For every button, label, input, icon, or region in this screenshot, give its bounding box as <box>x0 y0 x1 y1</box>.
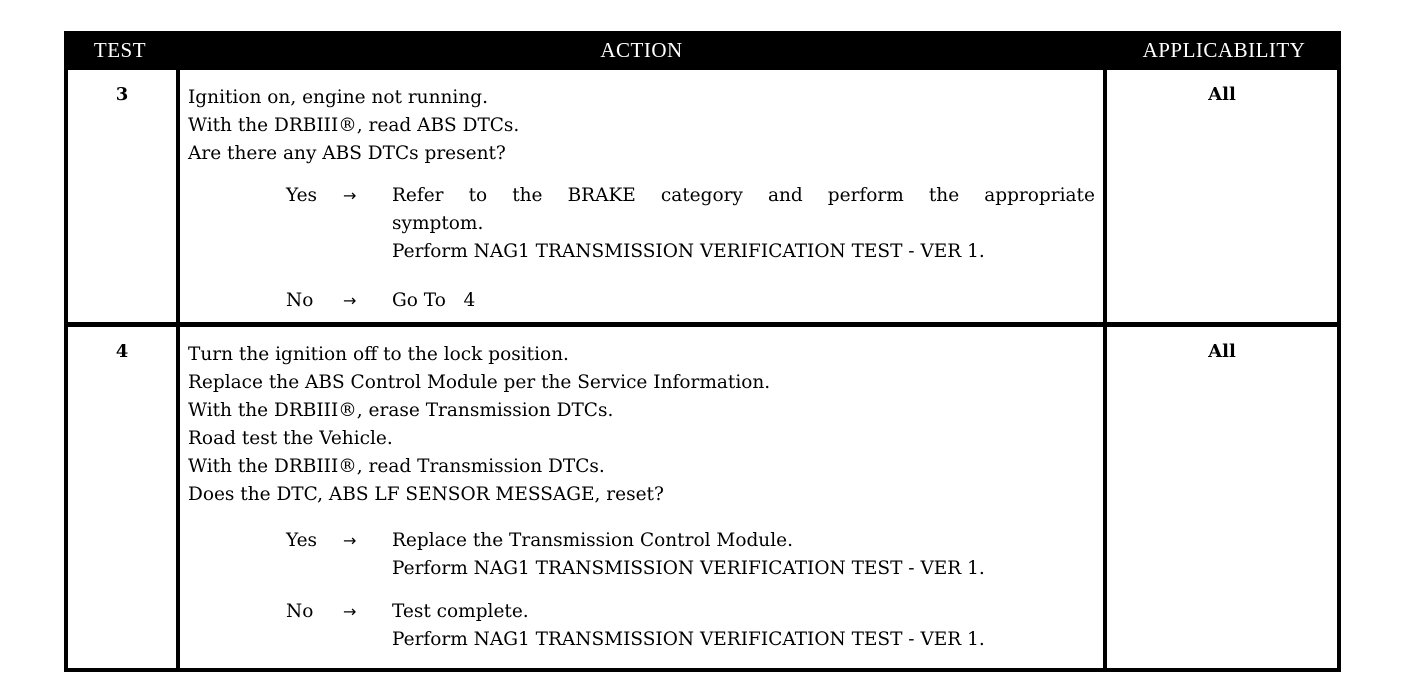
header-test: TEST <box>93 38 147 62</box>
row-1-no-label: No <box>286 290 314 311</box>
row-2-no-label: No <box>286 601 314 622</box>
row-1-yes-label: Yes <box>286 185 318 206</box>
row-2-no-line-1: Test complete. <box>392 601 529 622</box>
row-2-test-number: 4 <box>115 341 129 362</box>
right-arrow-icon: → <box>343 291 357 310</box>
row-1-test-number: 3 <box>115 84 129 105</box>
row-1-step-3: Are there any ABS DTCs present? <box>188 143 506 164</box>
row-2-yes-line-1: Replace the Transmission Control Module. <box>392 530 793 551</box>
diagnostic-test-table <box>64 31 1341 672</box>
header-applicability: APPLICABILITY <box>1142 38 1306 62</box>
row-2-step-1: Turn the ignition off to the lock position. <box>188 344 569 365</box>
row-2-applicability: All <box>1208 341 1236 362</box>
row-2-steps <box>188 341 1088 509</box>
row-1-yes-text <box>392 182 1095 266</box>
row-2-step-5: With the DRBIII®, read Transmission DTCs. <box>188 456 605 477</box>
row-2-test-cell <box>68 327 176 668</box>
row-1-no-line-1: Go To 4 <box>392 290 476 311</box>
row-2-step-2: Replace the ABS Control Module per the Service Information. <box>188 372 771 393</box>
row-1-step-1: Ignition on, engine not running. <box>188 87 488 108</box>
row-2-yes-label: Yes <box>286 530 318 551</box>
row-2-step-3: With the DRBIII®, erase Transmission DTCs. <box>188 400 614 421</box>
row-1-applicability: All <box>1208 84 1236 105</box>
row-1-step-2: With the DRBIII®, read ABS DTCs. <box>188 115 520 136</box>
right-arrow-icon: → <box>343 186 357 205</box>
right-arrow-icon: → <box>343 602 357 621</box>
row-2-yes-line-2: Perform NAG1 TRANSMISSION VERIFICATION TEST - VER 1. <box>392 558 985 579</box>
header-action: ACTION <box>600 38 683 62</box>
row-2-no-line-2: Perform NAG1 TRANSMISSION VERIFICATION TEST - VER 1. <box>392 629 985 650</box>
row-1-applicability-cell <box>1107 70 1337 322</box>
row-2-yes-text <box>392 527 1095 583</box>
row-2-action-cell <box>180 327 1103 668</box>
row-1-no-text <box>392 287 1095 315</box>
row-1-test-cell <box>68 70 176 322</box>
row-1-action-cell <box>180 70 1103 322</box>
row-1-steps <box>188 84 1088 168</box>
row-1-yes-line-2: symptom. <box>392 213 484 234</box>
row-2-step-4: Road test the Vehicle. <box>188 428 393 449</box>
right-arrow-icon: → <box>343 531 357 550</box>
row-1-yes-line-3: Perform NAG1 TRANSMISSION VERIFICATION TEST - VER 1. <box>392 241 985 262</box>
row-1-yes-line-1: Refer to the BRAKE category and perform the appropriate <box>392 185 1095 206</box>
row-2-no-text <box>392 598 1095 654</box>
row-2-applicability-cell <box>1107 327 1337 668</box>
row-2-step-6: Does the DTC, ABS LF SENSOR MESSAGE, reset? <box>188 484 664 505</box>
